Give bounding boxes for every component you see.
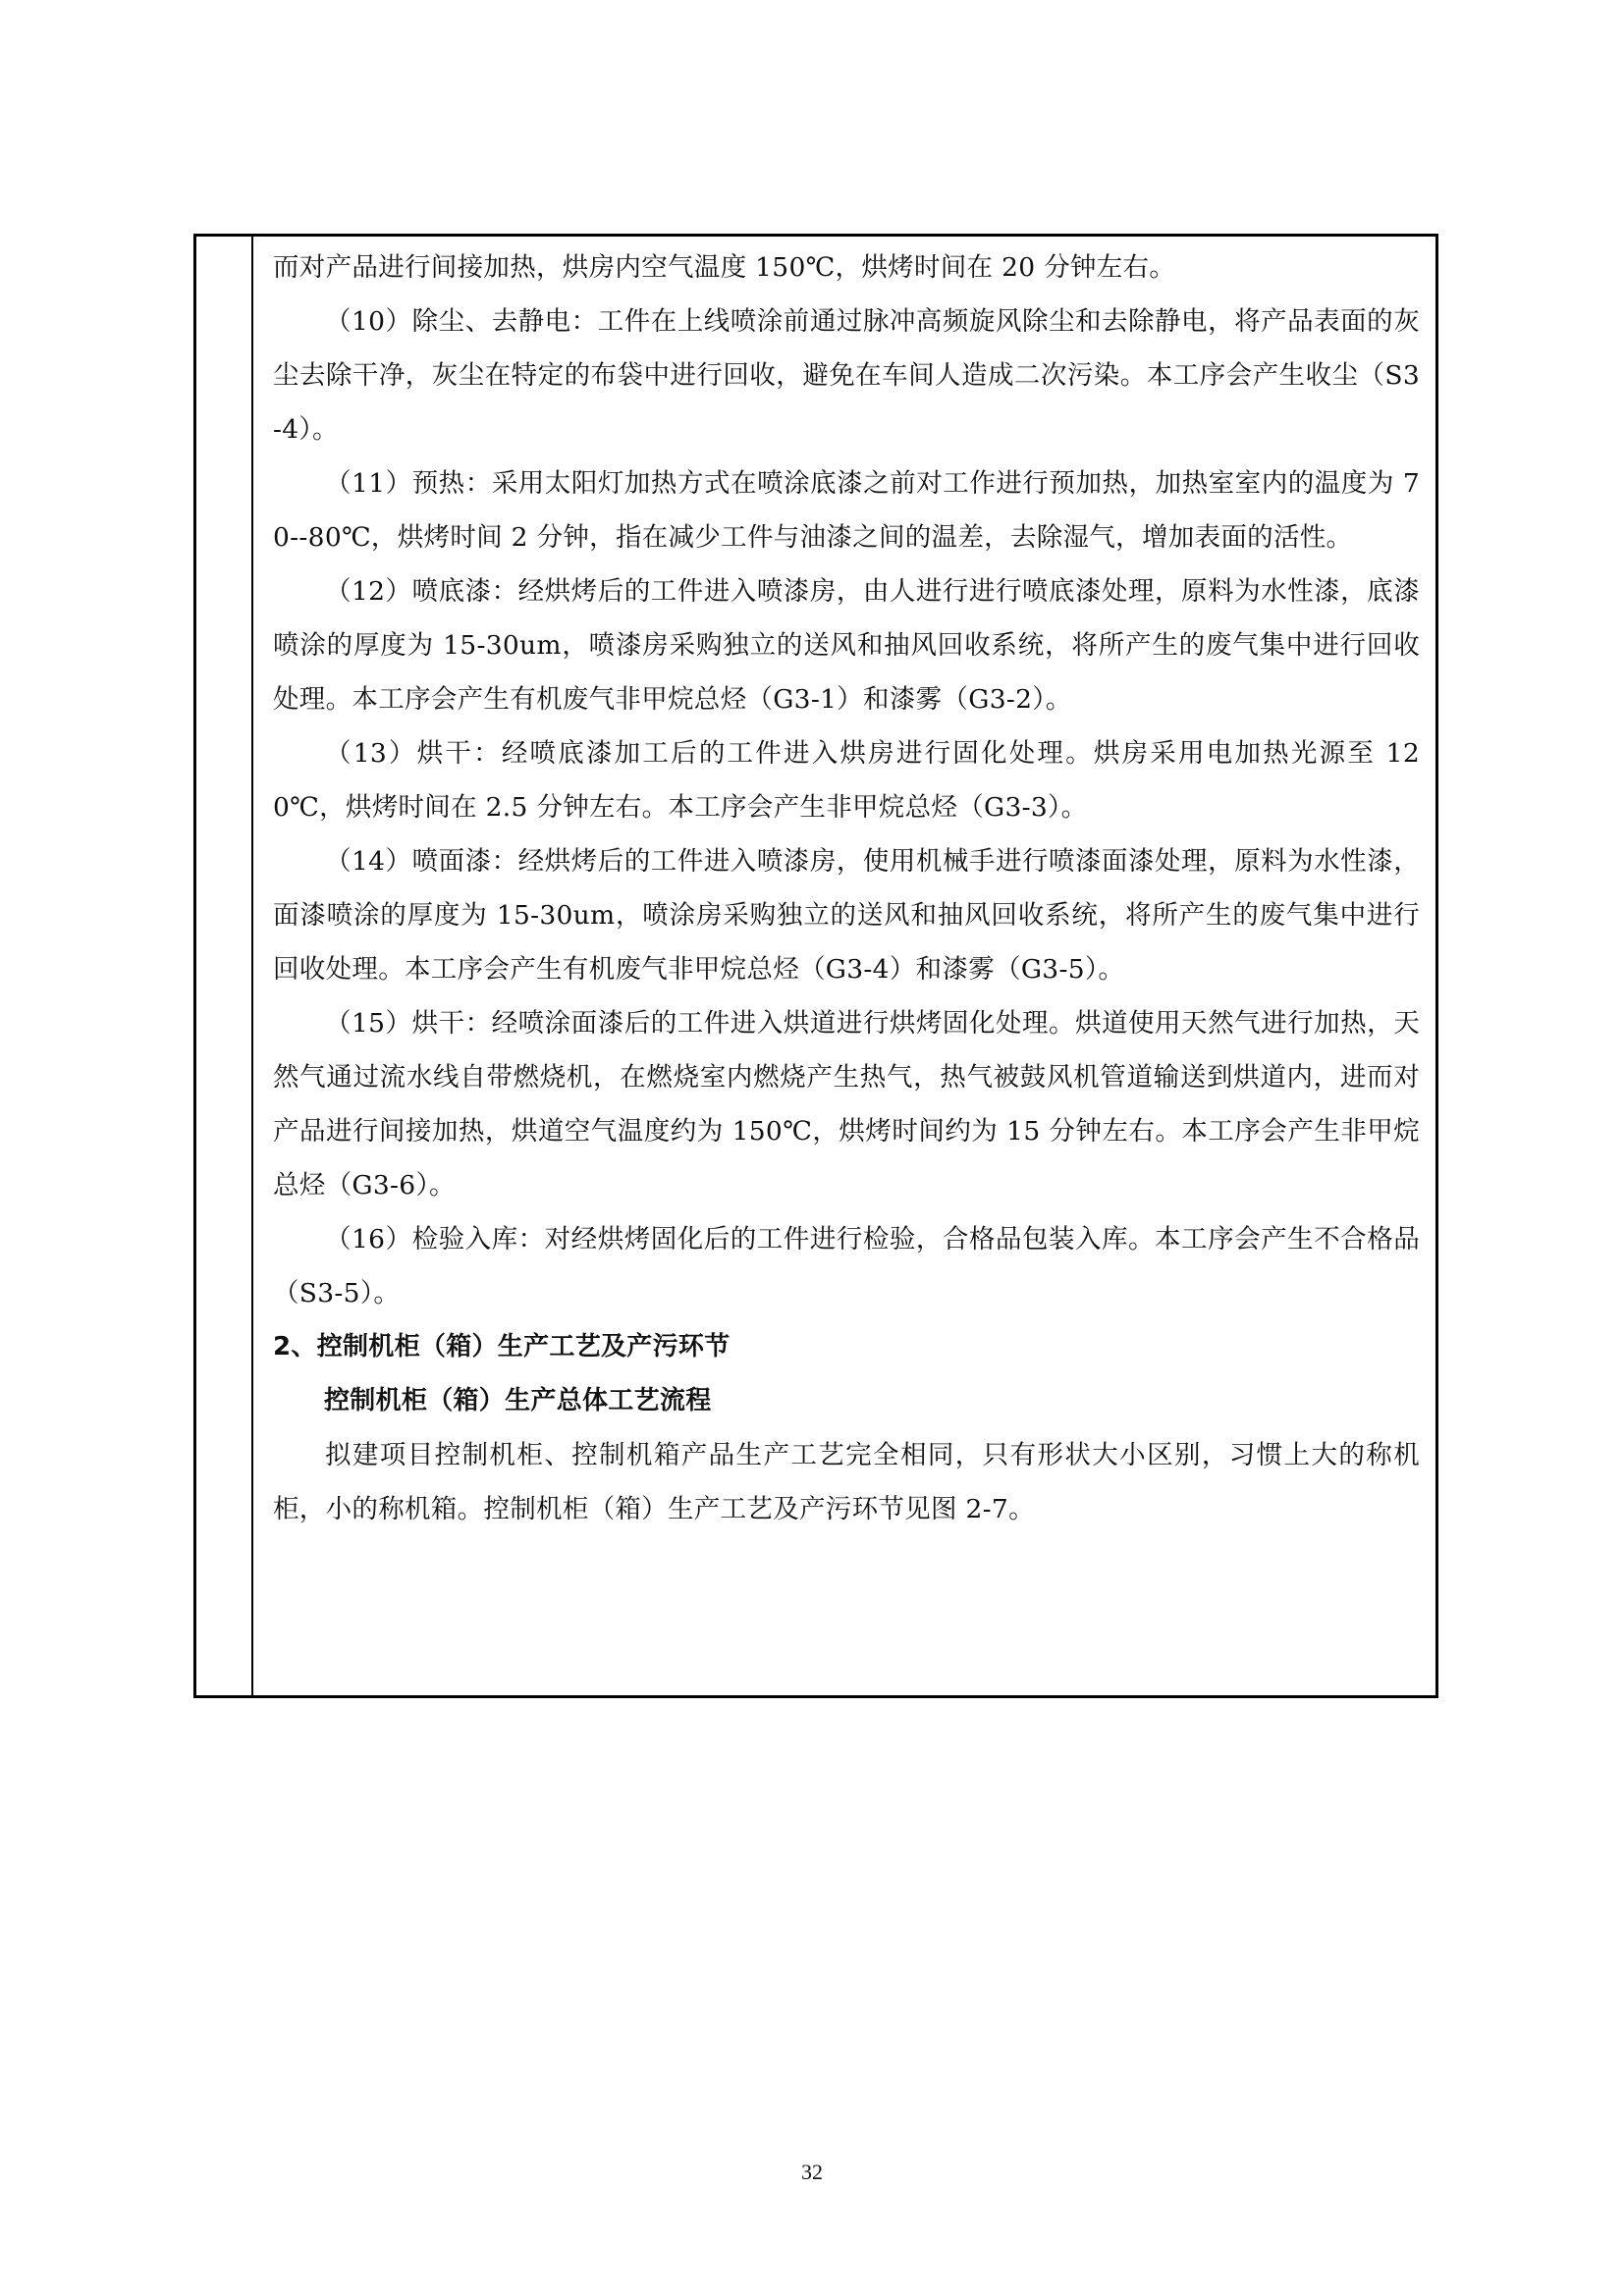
paragraph-step-15: （15）烘干：经喷涂面漆后的工件进入烘道进行烘烤固化处理。烘道使用天然气进行加热，天然气通过流水线自带燃烧机，在燃烧室内燃烧产生热气，热气被鼓风机管道输送到烘道内，进而对产品进行间接加热，烘道空气温度约为 150℃，烘烤时间约为 15 分钟左右。本工序会产生非甲烷总烃（G3-6）。 xyxy=(273,1008,1420,1201)
paragraph-step-13: （13）烘干：经喷底漆加工后的工件进入烘房进行固化处理。烘房采用电加热光源至 120℃，烘烤时间在 2.5 分钟左右。本工序会产生非甲烷总烃（G3-3）。 xyxy=(273,738,1420,823)
table-content-cell xyxy=(273,237,1420,1536)
paragraph-step-16: （16）检验入库：对经烘烤固化后的工件进行检验，合格品包装入库。本工序会产生不合格品（S3-5）。 xyxy=(273,1224,1420,1308)
paragraph-step-12: （12）喷底漆：经烘烤后的工件进入喷漆房，由人进行进行喷底漆处理，原料为水性漆，底漆喷涂的厚度为 15-30um，喷漆房采购独立的送风和抽风回收系统，将所产生的废气集中进行回收处理。本工序会产生有机废气非甲烷总烃（G3-1）和漆雾（G3-2）。 xyxy=(273,576,1420,715)
paragraph-step-14: （14）喷面漆：经烘烤后的工件进入喷漆房，使用机械手进行喷漆面漆处理，原料为水性漆，面漆喷涂的厚度为 15-30um，喷涂房采购独立的送风和抽风回收系统，将所产生的废气集中进行回收处理。本工序会产生有机废气非甲烷总烃（G3-4）和漆雾（G3-5）。 xyxy=(273,846,1420,985)
subsection-heading: 控制机柜（箱）生产总体工艺流程 xyxy=(324,1386,712,1415)
paragraph-step-11: （11）预热：采用太阳灯加热方式在喷涂底漆之前对工作进行预加热，加热室室内的温度为 70--80℃，烘烤时间 2 分钟，指在减少工件与油漆之间的温差，去除湿气，增加表面的活性。 xyxy=(273,468,1420,553)
content-table xyxy=(193,234,1438,1698)
page-number: 32 xyxy=(801,2160,823,2184)
paragraph-intro: 拟建项目控制机柜、控制机箱产品生产工艺完全相同，只有形状大小区别，习惯上大的称机柜，小的称机箱。控制机柜（箱）生产工艺及产污环节见图 2-7。 xyxy=(273,1440,1420,1524)
section-heading: 2、控制机柜（箱）生产工艺及产污环节 xyxy=(273,1332,731,1362)
table-left-column xyxy=(196,237,253,1695)
paragraph-step-10: （10）除尘、去静电：工件在上线喷涂前通过脉冲高频旋风除尘和去除静电，将产品表面的灰尘去除干净，灰尘在特定的布袋中进行回收，避免在车间人造成二次污染。本工序会产生收尘（S3-4）。 xyxy=(273,306,1420,445)
paragraph-continuation: 而对产品进行间接加热，烘房内空气温度 150℃，烘烤时间在 20 分钟左右。 xyxy=(273,252,1176,283)
